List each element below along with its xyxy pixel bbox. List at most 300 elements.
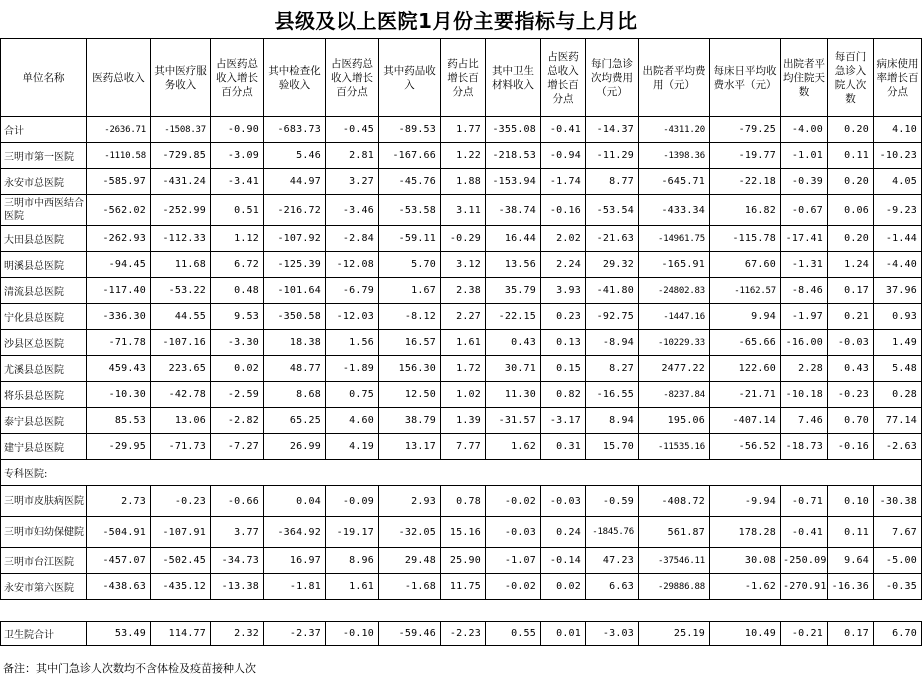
value-cell: -42.78 (151, 382, 211, 408)
value-cell: -153.94 (486, 169, 541, 195)
value-cell: 2.27 (441, 304, 486, 330)
value-cell: 30.08 (710, 548, 781, 574)
header-cell: 医药总收入 (87, 39, 151, 117)
value-cell: 0.20 (828, 226, 874, 252)
value-cell: -8.12 (379, 304, 441, 330)
value-cell: 12.50 (379, 382, 441, 408)
value-cell: 8.68 (264, 382, 326, 408)
unit-name-cell: 卫生院合计 (1, 622, 87, 646)
value-cell: 0.13 (541, 330, 586, 356)
value-cell: -167.66 (379, 143, 441, 169)
value-cell: 0.01 (541, 622, 586, 646)
footnote: 备注：其中门急诊人次数均不含体检及疫苗接种人次 (3, 662, 256, 675)
value-cell: -0.35 (874, 574, 922, 600)
value-cell: 0.70 (828, 408, 874, 434)
value-cell: -53.58 (379, 195, 441, 226)
empty-cell (379, 600, 441, 622)
value-cell: 2.38 (441, 278, 486, 304)
value-cell: -59.46 (379, 622, 441, 646)
value-cell: -2636.71 (87, 117, 151, 143)
table-row (1, 169, 922, 195)
value-cell: -13.38 (211, 574, 264, 600)
value-cell: -4311.20 (639, 117, 710, 143)
value-cell: -4.00 (781, 117, 828, 143)
table-row (1, 382, 922, 408)
value-cell: 30.71 (486, 356, 541, 382)
value-cell: -729.85 (151, 143, 211, 169)
header-cell: 药占比增长百分点 (441, 39, 486, 117)
value-cell: 1.02 (441, 382, 486, 408)
value-cell: -41.80 (586, 278, 639, 304)
value-cell: 2.93 (379, 486, 441, 517)
value-cell: -585.97 (87, 169, 151, 195)
value-cell: 25.90 (441, 548, 486, 574)
value-cell: 2.24 (541, 252, 586, 278)
value-cell: -0.10 (326, 622, 379, 646)
value-cell: 0.43 (486, 330, 541, 356)
header-cell: 每床日平均收费水平（元） (710, 39, 781, 117)
empty-cell (87, 460, 922, 486)
value-cell: 178.28 (710, 517, 781, 548)
value-cell: -37546.11 (639, 548, 710, 574)
value-cell: 25.19 (639, 622, 710, 646)
value-cell: -1.31 (781, 252, 828, 278)
value-cell: 156.30 (379, 356, 441, 382)
table-row (1, 278, 922, 304)
empty-cell (326, 600, 379, 622)
value-cell: -1.89 (326, 356, 379, 382)
value-cell: -11535.16 (639, 434, 710, 460)
value-cell: 13.06 (151, 408, 211, 434)
header-cell: 其中检查化验收入 (264, 39, 326, 117)
value-cell: 15.16 (441, 517, 486, 548)
value-cell: 5.46 (264, 143, 326, 169)
value-cell: 0.28 (874, 382, 922, 408)
value-cell: 53.49 (87, 622, 151, 646)
value-cell: -21.71 (710, 382, 781, 408)
value-cell: -0.45 (326, 117, 379, 143)
value-cell: -0.67 (781, 195, 828, 226)
empty-cell (586, 600, 639, 622)
table-body (1, 117, 922, 646)
value-cell: -71.78 (87, 330, 151, 356)
value-cell: 13.56 (486, 252, 541, 278)
value-cell: 8.27 (586, 356, 639, 382)
table-row (1, 517, 922, 548)
table-row (1, 304, 922, 330)
value-cell: 8.94 (586, 408, 639, 434)
unit-name-cell: 明溪县总医院 (1, 252, 87, 278)
value-cell: -1.44 (874, 226, 922, 252)
value-cell: 0.93 (874, 304, 922, 330)
value-cell: -5.00 (874, 548, 922, 574)
value-cell: -14.37 (586, 117, 639, 143)
value-cell: 2.02 (541, 226, 586, 252)
empty-cell (211, 600, 264, 622)
value-cell: 0.15 (541, 356, 586, 382)
value-cell: 8.77 (586, 169, 639, 195)
value-cell: -125.39 (264, 252, 326, 278)
value-cell: -218.53 (486, 143, 541, 169)
value-cell: -65.66 (710, 330, 781, 356)
value-cell: -101.64 (264, 278, 326, 304)
table-row (1, 143, 922, 169)
value-cell: 0.11 (828, 143, 874, 169)
value-cell: -252.99 (151, 195, 211, 226)
unit-name-cell: 三明市台江医院 (1, 548, 87, 574)
value-cell: -355.08 (486, 117, 541, 143)
value-cell: -6.79 (326, 278, 379, 304)
unit-name-cell: 泰宁县总医院 (1, 408, 87, 434)
value-cell: -0.09 (326, 486, 379, 517)
value-cell: -34.73 (211, 548, 264, 574)
value-cell: -433.34 (639, 195, 710, 226)
table-row (1, 486, 922, 517)
value-cell: 1.61 (441, 330, 486, 356)
value-cell: 18.38 (264, 330, 326, 356)
value-cell: 44.97 (264, 169, 326, 195)
value-cell: -0.16 (828, 434, 874, 460)
value-cell: -12.08 (326, 252, 379, 278)
unit-name-cell: 三明市第一医院 (1, 143, 87, 169)
value-cell: 1.62 (486, 434, 541, 460)
value-cell: -7.27 (211, 434, 264, 460)
value-cell: -0.03 (486, 517, 541, 548)
value-cell: 0.02 (541, 574, 586, 600)
value-cell: -1508.37 (151, 117, 211, 143)
value-cell: -683.73 (264, 117, 326, 143)
header-cell: 其中卫生材料收入 (486, 39, 541, 117)
value-cell: -0.66 (211, 486, 264, 517)
value-cell: -1.07 (486, 548, 541, 574)
section-label: 专科医院: (1, 460, 87, 486)
value-cell: -24802.83 (639, 278, 710, 304)
value-cell: 0.04 (264, 486, 326, 517)
unit-name-cell: 建宁县总医院 (1, 434, 87, 460)
value-cell: -645.71 (639, 169, 710, 195)
value-cell: 1.77 (441, 117, 486, 143)
value-cell: -21.63 (586, 226, 639, 252)
value-cell: -10.23 (874, 143, 922, 169)
value-cell: 3.93 (541, 278, 586, 304)
value-cell: -3.03 (586, 622, 639, 646)
value-cell: -0.16 (541, 195, 586, 226)
value-cell: 9.53 (211, 304, 264, 330)
value-cell: -31.57 (486, 408, 541, 434)
value-cell: 223.65 (151, 356, 211, 382)
value-cell: -112.33 (151, 226, 211, 252)
value-cell: -29.95 (87, 434, 151, 460)
value-cell: 0.51 (211, 195, 264, 226)
value-cell: 15.70 (586, 434, 639, 460)
unit-name-cell: 三明市皮肤病医院 (1, 486, 87, 517)
value-cell: -8237.84 (639, 382, 710, 408)
value-cell: 0.75 (326, 382, 379, 408)
value-cell: 0.20 (828, 169, 874, 195)
value-cell: 0.21 (828, 304, 874, 330)
value-cell: -336.30 (87, 304, 151, 330)
value-cell: -0.21 (781, 622, 828, 646)
empty-cell (151, 600, 211, 622)
value-cell: 3.27 (326, 169, 379, 195)
empty-cell (781, 600, 828, 622)
empty-cell (1, 600, 87, 622)
value-cell: -0.29 (441, 226, 486, 252)
value-cell: -438.63 (87, 574, 151, 600)
value-cell: -1.68 (379, 574, 441, 600)
value-cell: 0.43 (828, 356, 874, 382)
value-cell: 122.60 (710, 356, 781, 382)
value-cell: -435.12 (151, 574, 211, 600)
unit-name-cell: 永安市总医院 (1, 169, 87, 195)
header-cell: 每门急诊次均费用（元） (586, 39, 639, 117)
value-cell: -8.94 (586, 330, 639, 356)
value-cell: 7.46 (781, 408, 828, 434)
indicator-table (0, 38, 922, 646)
table-row (1, 226, 922, 252)
value-cell: -250.09 (781, 548, 828, 574)
value-cell: -1.97 (781, 304, 828, 330)
value-cell: 114.77 (151, 622, 211, 646)
value-cell: -1.01 (781, 143, 828, 169)
header-cell: 占医药总收入增长百分点 (326, 39, 379, 117)
value-cell: -0.41 (541, 117, 586, 143)
value-cell: -0.41 (781, 517, 828, 548)
value-cell: 7.77 (441, 434, 486, 460)
value-cell: -0.23 (828, 382, 874, 408)
value-cell: -0.03 (541, 486, 586, 517)
value-cell: -3.17 (541, 408, 586, 434)
value-cell: -107.16 (151, 330, 211, 356)
value-cell: -29886.88 (639, 574, 710, 600)
value-cell: 44.55 (151, 304, 211, 330)
value-cell: 0.20 (828, 117, 874, 143)
empty-cell (639, 600, 710, 622)
table-row (1, 117, 922, 143)
table-row (1, 408, 922, 434)
value-cell: -53.54 (586, 195, 639, 226)
value-cell: 1.61 (326, 574, 379, 600)
value-cell: -1447.16 (639, 304, 710, 330)
value-cell: -32.05 (379, 517, 441, 548)
table-row (1, 434, 922, 460)
value-cell: -0.71 (781, 486, 828, 517)
value-cell: -2.23 (441, 622, 486, 646)
value-cell: 26.99 (264, 434, 326, 460)
value-cell: 1.24 (828, 252, 874, 278)
value-cell: 0.11 (828, 517, 874, 548)
value-cell: 6.63 (586, 574, 639, 600)
value-cell: 1.72 (441, 356, 486, 382)
value-cell: 35.79 (486, 278, 541, 304)
value-cell: -19.77 (710, 143, 781, 169)
value-cell: -408.72 (639, 486, 710, 517)
value-cell: 2.73 (87, 486, 151, 517)
value-cell: 65.25 (264, 408, 326, 434)
header-cell: 每百门急诊入院人次数 (828, 39, 874, 117)
value-cell: 11.30 (486, 382, 541, 408)
value-cell: -270.91 (781, 574, 828, 600)
empty-cell (441, 600, 486, 622)
value-cell: -0.94 (541, 143, 586, 169)
value-cell: -94.45 (87, 252, 151, 278)
value-cell: 8.96 (326, 548, 379, 574)
value-cell: 0.48 (211, 278, 264, 304)
value-cell: 29.48 (379, 548, 441, 574)
value-cell: 1.49 (874, 330, 922, 356)
value-cell: -107.92 (264, 226, 326, 252)
value-cell: -407.14 (710, 408, 781, 434)
value-cell: -9.94 (710, 486, 781, 517)
value-cell: -1398.36 (639, 143, 710, 169)
value-cell: -0.59 (586, 486, 639, 517)
unit-name-cell: 宁化县总医院 (1, 304, 87, 330)
value-cell: 459.43 (87, 356, 151, 382)
table-row (1, 252, 922, 278)
value-cell: 3.12 (441, 252, 486, 278)
value-cell: 0.17 (828, 278, 874, 304)
value-cell: -10.18 (781, 382, 828, 408)
value-cell: -12.03 (326, 304, 379, 330)
value-cell: 6.72 (211, 252, 264, 278)
value-cell: 9.94 (710, 304, 781, 330)
value-cell: -56.52 (710, 434, 781, 460)
empty-cell (541, 600, 586, 622)
value-cell: -2.82 (211, 408, 264, 434)
value-cell: -0.03 (828, 330, 874, 356)
header-cell: 其中药品收入 (379, 39, 441, 117)
value-cell: 10.49 (710, 622, 781, 646)
value-cell: -22.18 (710, 169, 781, 195)
value-cell: 0.17 (828, 622, 874, 646)
value-cell: -9.23 (874, 195, 922, 226)
value-cell: 2.81 (326, 143, 379, 169)
value-cell: -79.25 (710, 117, 781, 143)
value-cell: -3.30 (211, 330, 264, 356)
header-cell: 占医药总收入增长百分点 (211, 39, 264, 117)
value-cell: -0.90 (211, 117, 264, 143)
value-cell: -115.78 (710, 226, 781, 252)
value-cell: 11.68 (151, 252, 211, 278)
value-cell: 3.11 (441, 195, 486, 226)
table-row (1, 574, 922, 600)
value-cell: 4.05 (874, 169, 922, 195)
unit-name-cell: 沙县区总医院 (1, 330, 87, 356)
header-cell: 出院者平均住院天数 (781, 39, 828, 117)
value-cell: 0.10 (828, 486, 874, 517)
value-cell: -16.00 (781, 330, 828, 356)
value-cell: -2.37 (264, 622, 326, 646)
value-cell: -1.74 (541, 169, 586, 195)
value-cell: -502.45 (151, 548, 211, 574)
table-row (1, 622, 922, 646)
value-cell: -8.46 (781, 278, 828, 304)
value-cell: 1.88 (441, 169, 486, 195)
value-cell: 11.75 (441, 574, 486, 600)
value-cell: 9.64 (828, 548, 874, 574)
value-cell: -1110.58 (87, 143, 151, 169)
value-cell: -92.75 (586, 304, 639, 330)
value-cell: 0.78 (441, 486, 486, 517)
value-cell: -562.02 (87, 195, 151, 226)
value-cell: -2.63 (874, 434, 922, 460)
spacer-row (1, 600, 922, 622)
empty-cell (874, 600, 922, 622)
value-cell: 67.60 (710, 252, 781, 278)
unit-name-cell: 合计 (1, 117, 87, 143)
unit-name-cell: 永安市第六医院 (1, 574, 87, 600)
value-cell: 48.77 (264, 356, 326, 382)
value-cell: -17.41 (781, 226, 828, 252)
value-cell: 5.70 (379, 252, 441, 278)
section-row (1, 460, 922, 486)
table-row (1, 548, 922, 574)
table-row (1, 356, 922, 382)
value-cell: -364.92 (264, 517, 326, 548)
value-cell: 16.82 (710, 195, 781, 226)
value-cell: 29.32 (586, 252, 639, 278)
value-cell: -22.15 (486, 304, 541, 330)
table-row (1, 195, 922, 226)
empty-cell (87, 600, 151, 622)
value-cell: 0.24 (541, 517, 586, 548)
value-cell: -1162.57 (710, 278, 781, 304)
value-cell: -3.41 (211, 169, 264, 195)
page-title: 县级及以上医院1月份主要指标与上月比 (274, 9, 638, 33)
value-cell: -0.02 (486, 486, 541, 517)
value-cell: 13.17 (379, 434, 441, 460)
value-cell: -3.09 (211, 143, 264, 169)
value-cell: -4.40 (874, 252, 922, 278)
value-cell: -0.14 (541, 548, 586, 574)
value-cell: -2.59 (211, 382, 264, 408)
value-cell: 47.23 (586, 548, 639, 574)
value-cell: 2.28 (781, 356, 828, 382)
unit-name-cell: 将乐县总医院 (1, 382, 87, 408)
header-row (1, 39, 922, 117)
value-cell: -10.30 (87, 382, 151, 408)
table-row (1, 330, 922, 356)
value-cell: 77.14 (874, 408, 922, 434)
value-cell: 1.67 (379, 278, 441, 304)
value-cell: 2.32 (211, 622, 264, 646)
value-cell: -1845.76 (586, 517, 639, 548)
value-cell: 16.44 (486, 226, 541, 252)
header-unit-name: 单位名称 (1, 39, 87, 117)
value-cell: -216.72 (264, 195, 326, 226)
empty-cell (264, 600, 326, 622)
value-cell: -165.91 (639, 252, 710, 278)
value-cell: -0.02 (486, 574, 541, 600)
value-cell: -117.40 (87, 278, 151, 304)
empty-cell (828, 600, 874, 622)
value-cell: 85.53 (87, 408, 151, 434)
value-cell: 0.31 (541, 434, 586, 460)
value-cell: 0.55 (486, 622, 541, 646)
value-cell: -71.73 (151, 434, 211, 460)
value-cell: -53.22 (151, 278, 211, 304)
value-cell: 6.70 (874, 622, 922, 646)
value-cell: 0.23 (541, 304, 586, 330)
value-cell: 0.02 (211, 356, 264, 382)
value-cell: 0.82 (541, 382, 586, 408)
empty-cell (710, 600, 781, 622)
value-cell: -457.07 (87, 548, 151, 574)
value-cell: -3.46 (326, 195, 379, 226)
value-cell: -18.73 (781, 434, 828, 460)
value-cell: 4.19 (326, 434, 379, 460)
value-cell: 4.60 (326, 408, 379, 434)
